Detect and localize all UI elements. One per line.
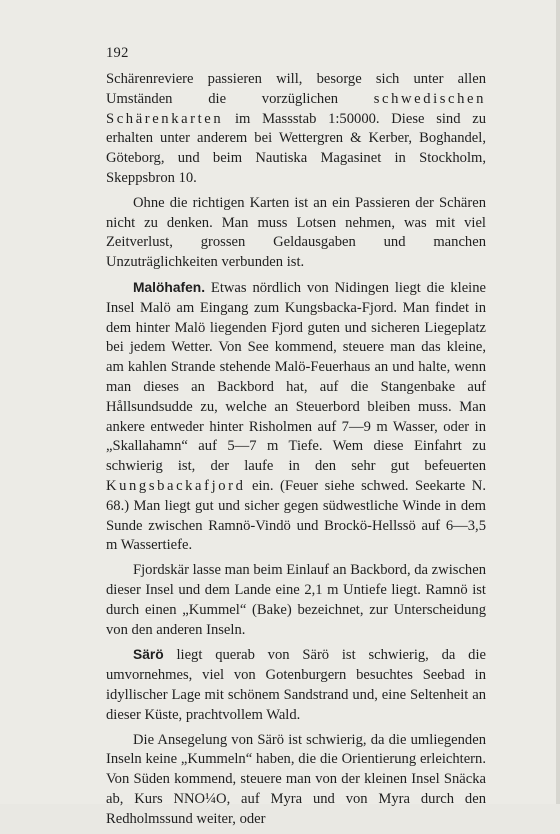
paragraph-1	[106, 70, 486, 189]
paragraph-5	[106, 645, 486, 725]
paragraph-3-text-a: Etwas nördlich von Nidingen liegt die kleine Insel Malö am Eingang zum Kungsbacka-Fjord. Man findet in dem hinter Malö liegenden Fjord guten und sicheren Liegeplatz bei jedem Wetter. Von See kommend, steuere man das kleine, am kahlen Strande stehende Malö-Feuerhaus an und halte, wenn man dieses an Backbord hat, auf die Stangenbake auf Hållsundsudde zu, welche an Steuerbord bleiben muss. Man ankere entweder hinter Risholmen auf 7—9 m Wasser, oder in „Skallahamn“ auf 5—7 m Tiefe. Wem diese Einfahrt zu schwierig ist, der laufe in den sehr gut befeuerten	[106, 279, 486, 475]
page-edge	[556, 0, 560, 804]
paragraph-1-spaced-text: schwedischen Schärenkarten	[106, 90, 486, 127]
page-number: 192	[106, 45, 129, 61]
section-heading-maloehafen: Malöhafen.	[133, 279, 206, 295]
paragraph-3-spaced-text: Kungsbackafjord	[106, 477, 246, 494]
paragraph-4: Fjordskär lasse man beim Einlauf an Backbord, da zwischen dieser Insel und dem Lande eine 2,1 m Untiefe liegt. Ramnö ist durch einen „Kummel“ (Bake) bezeichnet, zur Unterscheidung von den anderen Inseln.	[106, 562, 486, 638]
paragraph-5-text: liegt querab von Särö ist schwierig, da die umvornehmes, viel von Gotenburgern besuchtes Seebad in idyllischer Lage mit schönem Sandstrand und, eine Seltenheit an dieser Küste, prachtvollem Wald.	[106, 647, 486, 723]
paragraph-3	[106, 278, 486, 556]
paragraph-1-text-b: im Massstab 1:50000. Diese sind zu erhalten unter anderem bei Wettergren & Kerber, Boghandel, Göteborg, und beim Nautiska Magasinet in Stockholm, Skeppsbron 10.	[106, 110, 486, 186]
page-body	[106, 70, 486, 834]
paragraph-1-text-a: Schärenreviere passieren will, besorge sich unter allen Umständen die vorzüglichen	[106, 71, 486, 107]
paragraph-3-text-b: ein. (Feuer siehe schwed. Seekarte N. 68.) Man liegt gut und sicher gegen südwestliche Winde in dem Sunde zwischen Ramnö-Vindö und Brockö-Hellssö auf 6—3,5 m Wassertiefe.	[106, 477, 486, 554]
paragraph-6: Die Ansegelung von Särö ist schwierig, da die umliegenden Inseln keine „Kummeln“ haben, die die Orientierung erleichtern. Von Süden kommend, steuere man von der kleinen Insel Snäcka ab, Kurs NNO¼O, auf Myra und von Myra durch den Redholmssund weiter, oder	[106, 731, 486, 827]
paragraph-2: Ohne die richtigen Karten ist an ein Passieren der Schären nicht zu denken. Man muss Lotsen nehmen, was mit viel Zeitverlust, grossen Geldausgaben und manchen Unzuträglichkeiten verbunden ist.	[106, 194, 486, 271]
section-heading-saeroe: Särö	[133, 647, 164, 663]
